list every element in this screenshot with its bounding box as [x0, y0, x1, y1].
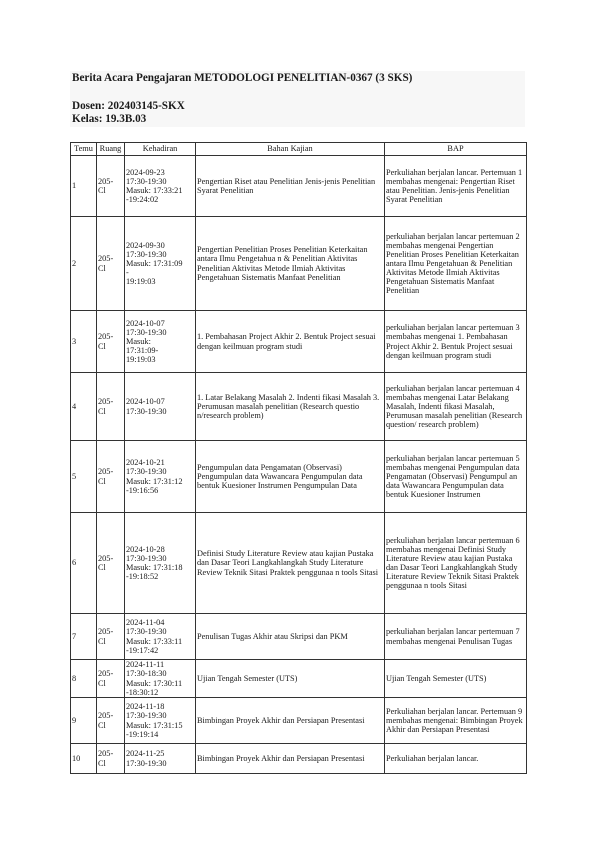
cell-temu: 6 — [71, 513, 97, 614]
cell-bap: perkuliahan berjalan lancar pertemuan 4 membahas mengenai Latar Belakang Masalah, Indenti fikasi Masalah, Perumusan masalah penelitian (Research question/ research problem) — [385, 373, 527, 441]
cell-bap: Perkuliahan berjalan lancar. Pertemuan 9 membahas mengenai: Bimbingan Proyek Akhir dan Persiapan Presentasi — [385, 698, 527, 744]
cell-kehadiran: 2024-11-11 17:30-18:30 Masuk: 17:30:11 -18:30:12 — [125, 660, 196, 698]
table-row — [71, 698, 527, 744]
cell-kehadiran: 2024-09-30 17:30-19:30 Masuk: 17:31:09 - 19:19:03 — [125, 217, 196, 311]
cell-kehadiran: 2024-11-04 17:30-19:30 Masuk: 17:33:11 -19:17:42 — [125, 614, 196, 660]
cell-bap: perkuliahan berjalan lancar pertemuan 6 membahas mengenai Definisi Study Literature Review atau kajian Pustaka dan Dasar Teori Langkahlangkah Study Literature Review Teknik Sitasi Praktek penggunaa n tools Sitasi — [385, 513, 527, 614]
page-title: Berita Acara Pengajaran METODOLOGI PENELITIAN-0367 (3 SKS) — [72, 72, 413, 84]
cell-bahan-kajian: Ujian Tengah Semester (UTS) — [196, 660, 385, 698]
cell-temu: 4 — [71, 373, 97, 441]
lecturer-label: Dosen: 202403145-SKX — [72, 100, 185, 112]
cell-bahan-kajian: Bimbingan Proyek Akhir dan Persiapan Presentasi — [196, 744, 385, 774]
column-header-temu: Temu — [71, 143, 97, 156]
cell-temu: 9 — [71, 698, 97, 744]
cell-temu: 8 — [71, 660, 97, 698]
table-body — [71, 156, 527, 774]
cell-kehadiran: 2024-10-28 17:30-19:30 Masuk: 17:31:18 -19:18:52 — [125, 513, 196, 614]
cell-kehadiran: 2024-11-25 17:30-19:30 — [125, 744, 196, 774]
class-label: Kelas: 19.3B.03 — [72, 113, 147, 125]
cell-bahan-kajian: Penulisan Tugas Akhir atau Skripsi dan PKM — [196, 614, 385, 660]
cell-bap: perkuliahan berjalan lancar pertemuan 3 membahas mengenai 1. Pembahasan Project Akhir 2. Bentuk Project sesuai dengan keilmuan program studi — [385, 311, 527, 373]
teaching-record-table — [70, 142, 527, 774]
cell-kehadiran: 2024-10-21 17:30-19:30 Masuk: 17:31:12 -19:16:56 — [125, 441, 196, 513]
cell-ruang: 205- Cl — [97, 513, 125, 614]
table-row — [71, 311, 527, 373]
column-header-ruang: Ruang — [97, 143, 125, 156]
cell-temu: 7 — [71, 614, 97, 660]
cell-bap: perkuliahan berjalan lancar pertemuan 7 membahas mengenai Penulisan Tugas — [385, 614, 527, 660]
cell-temu: 1 — [71, 156, 97, 217]
cell-ruang: 205- Cl — [97, 698, 125, 744]
column-header-bap: BAP — [385, 143, 527, 156]
cell-bahan-kajian: Pengertian Penelitian Proses Penelitian Keterkaitan antara Ilmu Pengetahua n & Penelitian Aktivitas Penelitian Aktivitas Metode Ilmiah Aktivitas Pengetahuan Sistematis Manfaat Penelitian — [196, 217, 385, 311]
table-row — [71, 513, 527, 614]
cell-bahan-kajian: 1. Pembahasan Project Akhir 2. Bentuk Project sesuai dengan keilmuan program studi — [196, 311, 385, 373]
table-row — [71, 744, 527, 774]
cell-bahan-kajian: 1. Latar Belakang Masalah 2. Indenti fikasi Masalah 3. Perumusan masalah penelitian (Research questio n/research problem) — [196, 373, 385, 441]
cell-bap: perkuliahan berjalan lancar pertemuan 2 membahas mengenai Pengertian Penelitian Proses Penelitian Keterkaitan antara Ilmu Pengetahuan & Penelitian Aktivitas Metode Ilmiah Aktivitas Pengetahuan Sistematis Manfaat Penelitian — [385, 217, 527, 311]
cell-ruang: 205- Cl — [97, 373, 125, 441]
table-row — [71, 660, 527, 698]
cell-bahan-kajian: Bimbingan Proyek Akhir dan Persiapan Presentasi — [196, 698, 385, 744]
table-row — [71, 373, 527, 441]
cell-ruang: 205- Cl — [97, 660, 125, 698]
cell-ruang: 205- Cl — [97, 217, 125, 311]
cell-kehadiran: 2024-10-07 17:30-19:30 — [125, 373, 196, 441]
cell-temu: 10 — [71, 744, 97, 774]
cell-ruang: 205- Cl — [97, 156, 125, 217]
cell-ruang: 205- Cl — [97, 744, 125, 774]
table-row — [71, 441, 527, 513]
cell-ruang: 205- Cl — [97, 614, 125, 660]
table-row — [71, 156, 527, 217]
column-header-kehadiran: Kehadiran — [125, 143, 196, 156]
cell-kehadiran: 2024-09-23 17:30-19:30 Masuk: 17:33:21 -19:24:02 — [125, 156, 196, 217]
table-row — [71, 217, 527, 311]
cell-bahan-kajian: Pengumpulan data Pengamatan (Observasi) Pengumpulan data Wawancara Pengumpulan data bentuk Kuesioner Instrumen Pengumpulan Data — [196, 441, 385, 513]
cell-temu: 2 — [71, 217, 97, 311]
cell-bahan-kajian: Pengertian Riset atau Penelitian Jenis-jenis Penelitian Syarat Penelitian — [196, 156, 385, 217]
cell-temu: 5 — [71, 441, 97, 513]
table-header-row — [71, 143, 527, 156]
cell-bap: perkuliahan berjalan lancar pertemuan 5 membahas mengenai Pengumpulan data Pengamatan (Observasi) Pengumpul an data Wawancara Pengumpulan data bentuk Kuesioner Instrumen — [385, 441, 527, 513]
cell-bap: Ujian Tengah Semester (UTS) — [385, 660, 527, 698]
cell-bahan-kajian: Definisi Study Literature Review atau kajian Pustaka dan Dasar Teori Langkahlangkah Study Literature Review Teknik Sitasi Praktek penggunaa n tools Sitasi — [196, 513, 385, 614]
cell-temu: 3 — [71, 311, 97, 373]
table-row — [71, 614, 527, 660]
cell-ruang: 205- Cl — [97, 311, 125, 373]
cell-bap: Perkuliahan berjalan lancar. — [385, 744, 527, 774]
cell-bap: Perkuliahan berjalan lancar. Pertemuan 1 membahas mengenai: Pengertian Riset atau Penelitian. Jenis-jenis Penelitian Syarat Penelitian — [385, 156, 527, 217]
column-header-bahan-kajian: Bahan Kajian — [196, 143, 385, 156]
cell-kehadiran: 2024-10-07 17:30-19:30 Masuk: 17:31:09- 19:19:03 — [125, 311, 196, 373]
cell-ruang: 205- Cl — [97, 441, 125, 513]
cell-kehadiran: 2024-11-18 17:30-19:30 Masuk: 17:31:15 -19:19:14 — [125, 698, 196, 744]
